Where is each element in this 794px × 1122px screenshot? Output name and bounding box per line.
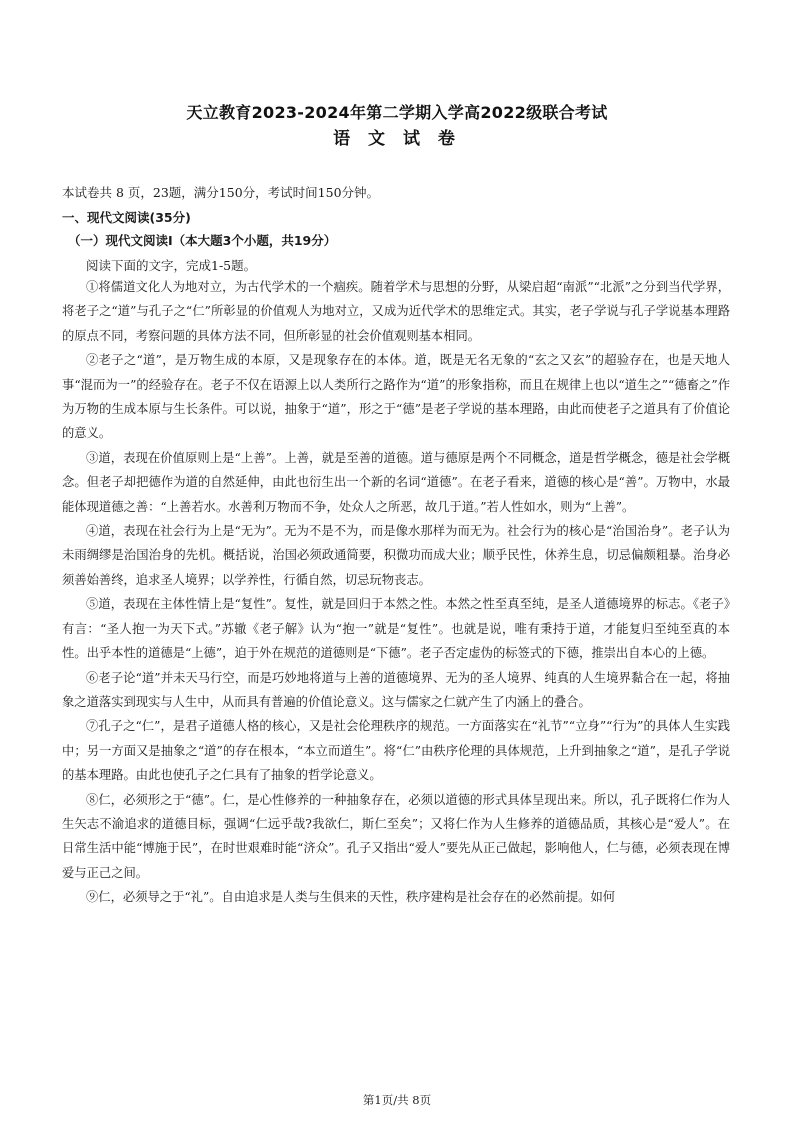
passage-paragraph-6: ⑥老子论“道”并未天马行空，而是巧妙地将道与上善的道德境界、无为的圣人境界、纯真的人生境界黏合在一起，将抽象之道落实到现实与人生中，从而具有普遍的价值论意义。这与儒家之仁就产生了内涵上的叠合。 [62, 670, 730, 709]
subsection-heading: （一）现代文阅读Ⅰ（本大题3个小题，共19分） [68, 233, 337, 248]
exam-intro: 本试卷共 8 页，23题，满分150分，考试时间150分钟。 [62, 185, 380, 200]
passage-paragraph-4: ④道，表现在社会行为上是“无为”。无为不是不为，而是像水那样为而无为。社会行为的核心是“治国治身”。老子认为未雨绸缪是治国治身的先机。概括说，治国必须政通简要，积微功而成大业；顺乎民性，休养生息，切忌偏颇粗暴。治身必须善始善终，追求圣人境界；以学养性，行循自然，切忌玩物丧志。 [62, 524, 730, 587]
passage-paragraph-7: ⑦孔子之“仁”，是君子道德人格的核心，又是社会伦理秩序的规范。一方面落实在“礼节”“立身”“行为”的具体人生实践中；另一方面又是抽象之“道”的存在根本，“本立而道生”。将“仁”由秩序伦理的具体规范，上升到抽象之“道”，是孔子学说的基本理路。由此也使孔子之仁具有了抽象的哲学论意义。 [62, 719, 730, 783]
passage-paragraph-9: ⑨仁，必须导之于“礼”。自由追求是人类与生俱来的天性，秩序建构是社会存在的必然前提。如何 [86, 890, 616, 905]
page-footer: 第1页/共 8页 [362, 1093, 432, 1107]
reading-instruction: 阅读下面的文字，完成1-5题。 [86, 258, 257, 273]
passage-paragraph-5: ⑤道，表现在主体性情上是“复性”。复性，就是回归于本然之性。本然之性至真至纯，是圣人道德境界的标志。《老子》有言：“圣人抱一为天下式。”苏辙《老子解》认为“抱一”就是“复性”。也就是说，唯有秉持于道，才能复归至纯至真的本性。出乎本性的道德是“上德”，迫于外在规范的道德则是“下德”。老子否定虚伪的标签式的下德，推崇出自本心的上德。 [62, 597, 730, 661]
section-heading: 一、现代文阅读(35分) [62, 210, 191, 225]
reading-passage [62, 275, 730, 910]
exam-title: 天立教育2023-2024年第二学期入学高2022级联合考试 [186, 103, 608, 122]
passage-paragraph-3: ③道，表现在价值原则上是“上善”。上善，就是至善的道德。道与德原是两个不同概念，道是哲学概念，德是社会学概念。但老子却把德作为道的自然延伸，由此也衍生出一个新的名词“道德”。在老子看来，道德的核心是“善”。万物中，水最能体现道德之善：“上善若水。水善利万物而不争，处众人之所恶，故几于道。”若人性如水，则为“上善”。 [62, 450, 730, 514]
exam-subtitle: 语 文 试 卷 [333, 129, 461, 149]
passage-paragraph-2: ②老子之“道”，是万物生成的本原，又是现象存在的本体。道，既是无名无象的“玄之又玄”的超验存在，也是天地人事“混而为一”的经验存在。老子不仅在语源上以人类所行之路作为“道”的形象指称，而且在规律上也以“道生之”“德畜之”作为万物的生成本原与生长条件。可以说，抽象于“道”，形之于“德”是老子学说的基本理路，由此而使老子之道具有了价值论的意义。 [62, 353, 730, 441]
passage-paragraph-8: ⑧仁，必须形之于“德”。仁，是心性修养的一种抽象存在，必须以道德的形式具体呈现出来。所以，孔子既将仁作为人生矢志不渝追求的道德目标，强调“仁远乎哉?我欲仁，斯仁至矣”；又将仁作为人生修养的道德品质，其核心是“爱人”。在日常生活中能“博施于民”，在时世艰难时能“济众”。孔子又指出“爱人”要先从正己做起，影响他人，仁与德，必须表现在博爱与正己之间。 [62, 792, 730, 880]
passage-paragraph-1: ①将儒道文化人为地对立，为古代学术的一个痼疾。随着学术与思想的分野，从梁启超“南派”“北派”之分到当代学界，将老子之“道”与孔子之“仁”所彰显的价值观人为地对立，又成为近代学术的思维定式。其实，老子学说与孔子学说基本理路的原点不同，考察问题的具体方法不同，但所彰显的社会价值观则基本相同。 [62, 280, 730, 343]
